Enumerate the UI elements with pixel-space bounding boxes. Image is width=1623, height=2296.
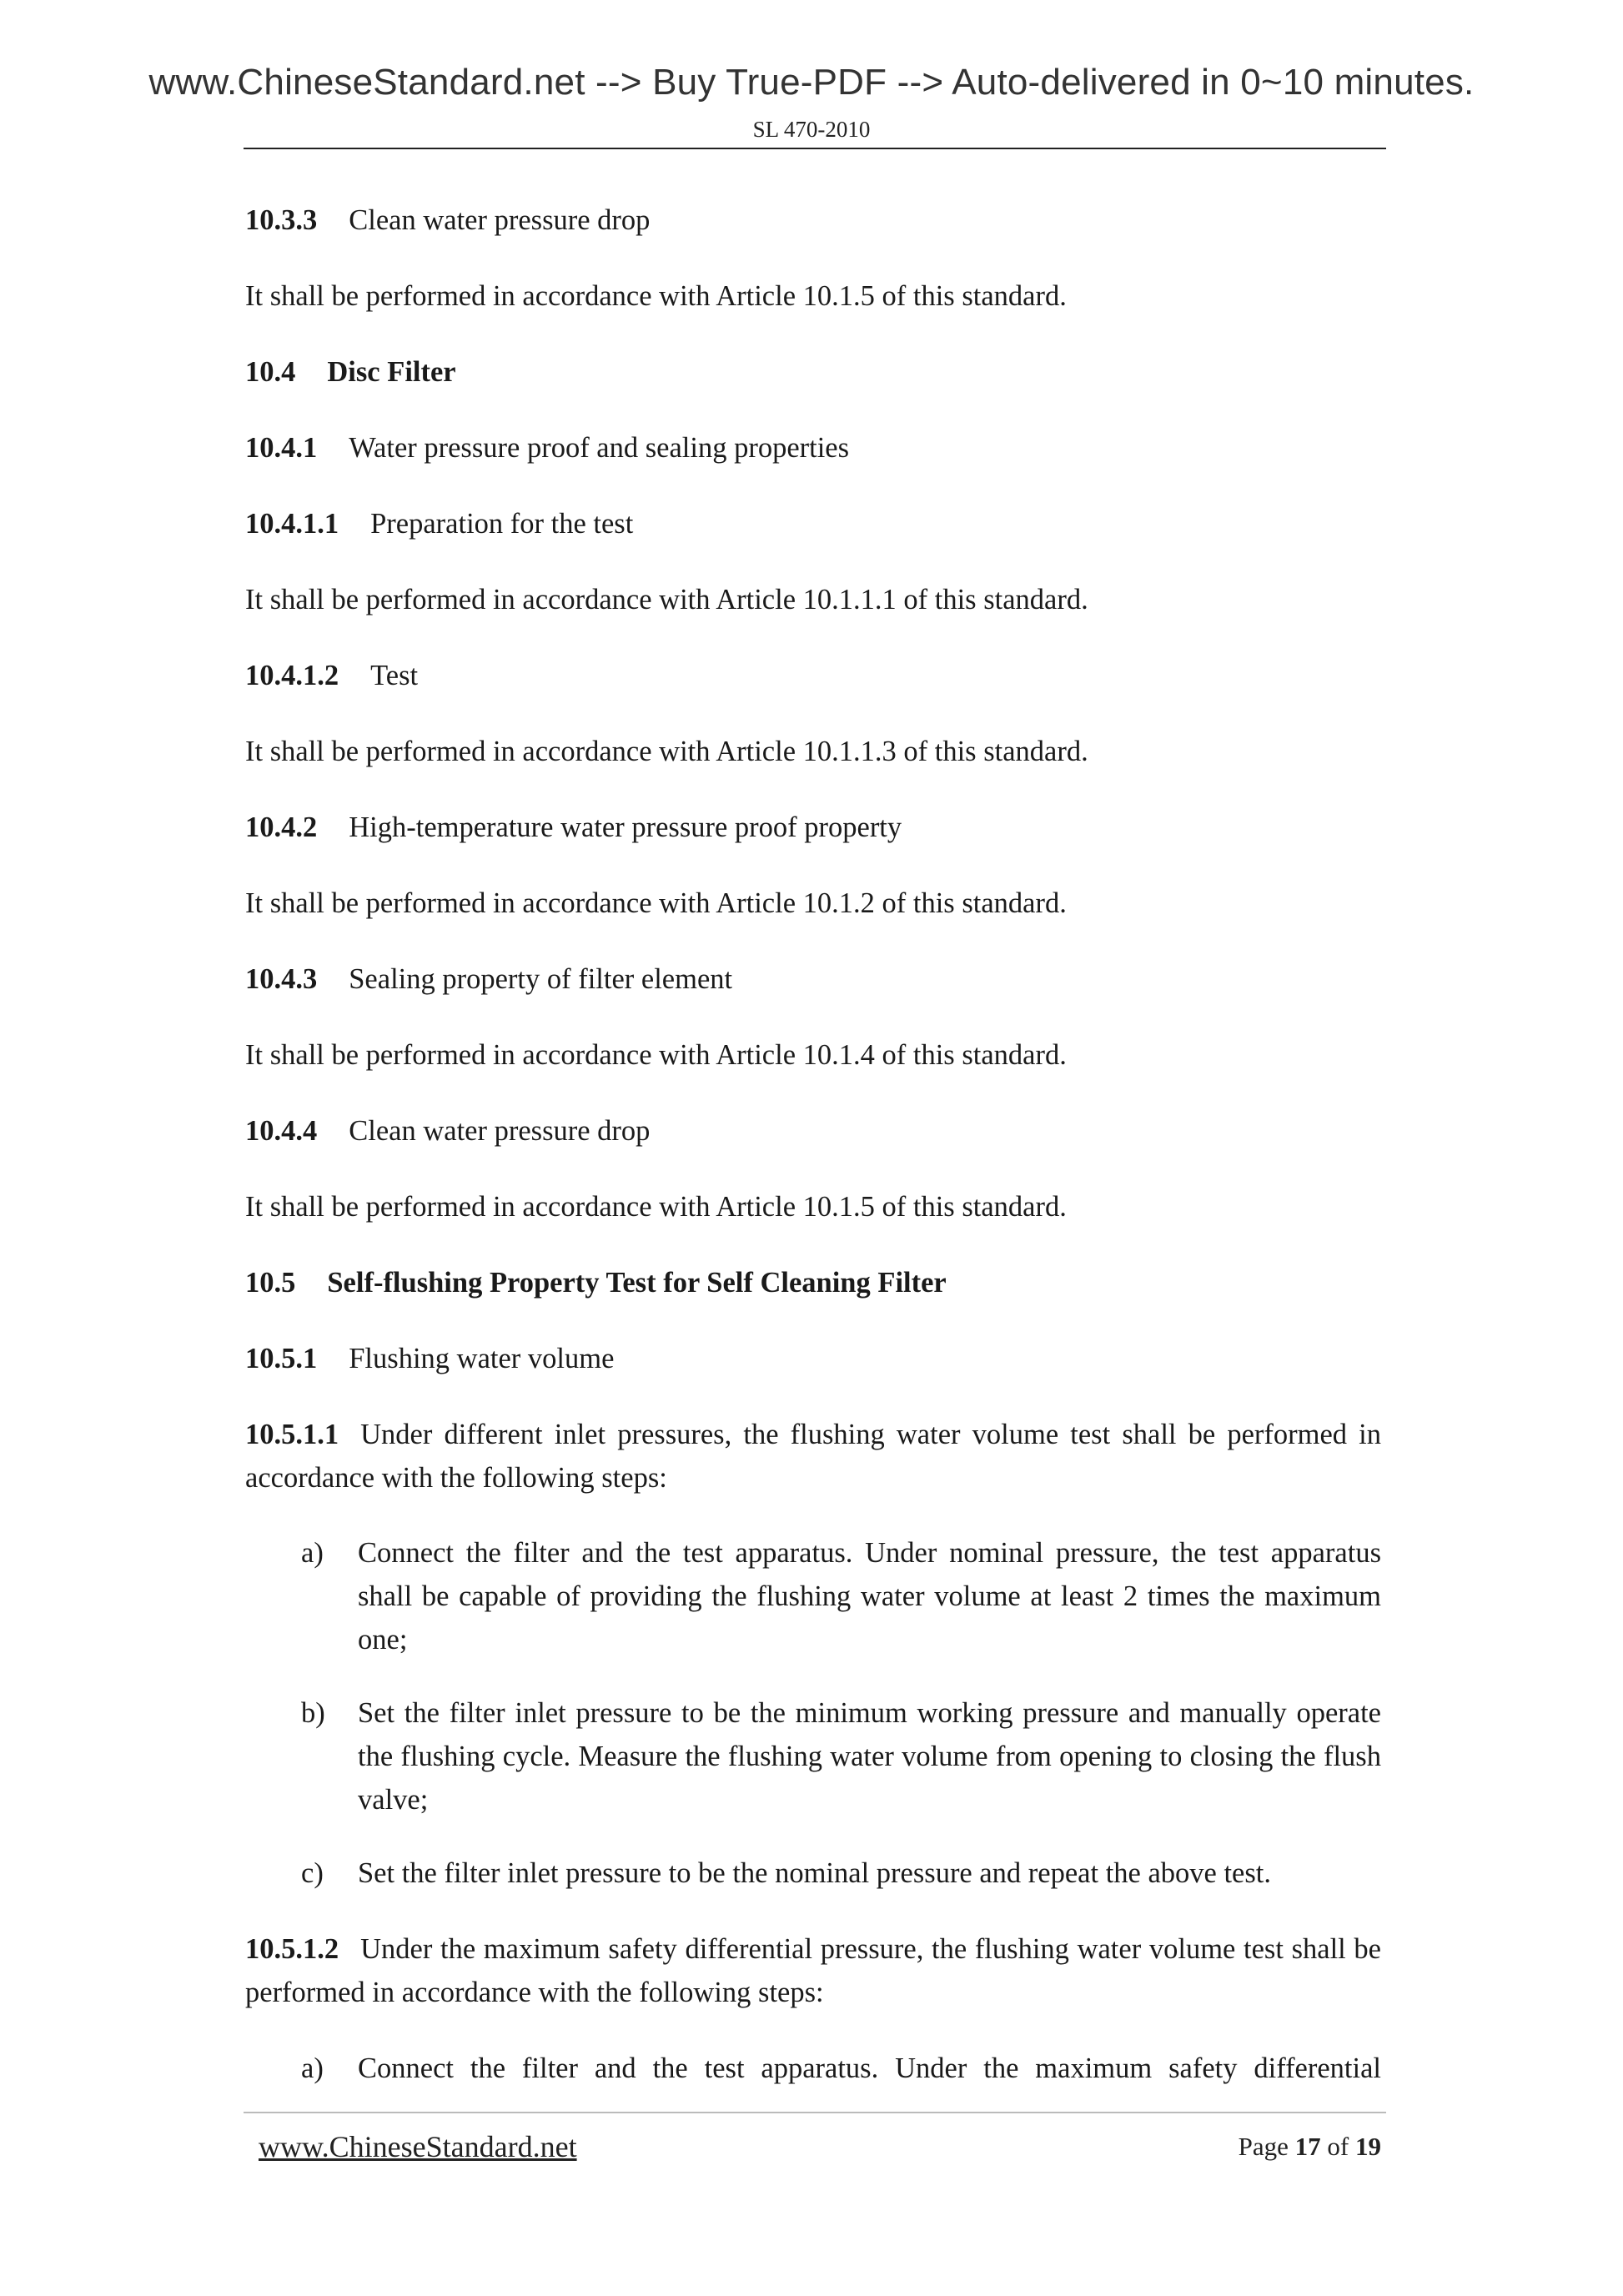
heading-10-4-2: 10.4.2 High-temperature water pressure proof property: [245, 811, 902, 843]
heading-10-5-1: 10.5.1 Flushing water volume: [245, 1343, 615, 1374]
heading-10-4: 10.4 Disc Filter: [245, 356, 456, 388]
list-item: b) Set the filter inlet pressure to be the minimum working pressure and manually operate the flushing cycle. Measure the flushing water volume from opening to closing the flush valve;: [301, 1697, 1381, 1816]
paragraph: It shall be performed in accordance with Article 10.1.4 of this standard.: [245, 1039, 1067, 1071]
paragraph: It shall be performed in accordance with Article 10.1.2 of this standard.: [245, 887, 1067, 919]
footer-website-link[interactable]: www.ChineseStandard.net: [259, 2130, 577, 2163]
heading-10-4-1-1: 10.4.1.1 Preparation for the test: [245, 508, 634, 540]
paragraph: It shall be performed in accordance with Article 10.1.5 of this standard.: [245, 1191, 1067, 1223]
heading-10-4-1-2: 10.4.1.2 Test: [245, 660, 419, 691]
heading-10-3-3: 10.3.3 Clean water pressure drop: [245, 204, 651, 236]
heading-10-4-4: 10.4.4 Clean water pressure drop: [245, 1115, 651, 1147]
footer-rule: [244, 2112, 1386, 2113]
clause-10-5-1-2: 10.5.1.2 Under the maximum safety differential pressure, the flushing water volume test shall be performed in accordance with the following steps:: [245, 1933, 1381, 2008]
list-item: a) Connect the filter and the test apparatus. Under nominal pressure, the test apparatus shall be capable of providing the flushing water volume at least 2 times the maximum one;: [301, 1537, 1381, 1655]
list-item: c) Set the filter inlet pressure to be the nominal pressure and repeat the above test.: [301, 1857, 1272, 1889]
paragraph: It shall be performed in accordance with Article 10.1.5 of this standard.: [245, 280, 1067, 312]
list-item: a) Connect the filter and the test apparatus. Under the maximum safety differential: [301, 2052, 1381, 2084]
heading-10-4-1: 10.4.1 Water pressure proof and sealing properties: [245, 432, 850, 464]
page-indicator: Page 17 of 19: [1238, 2132, 1381, 2161]
top-banner: www.ChineseStandard.net --> Buy True-PDF --> Auto-delivered in 0~10 minutes.: [148, 62, 1475, 103]
paragraph: It shall be performed in accordance with Article 10.1.1.1 of this standard.: [245, 584, 1088, 615]
heading-10-5: 10.5 Self-flushing Property Test for Self Cleaning Filter: [245, 1267, 947, 1299]
paragraph: It shall be performed in accordance with Article 10.1.1.3 of this standard.: [245, 736, 1088, 767]
heading-10-4-3: 10.4.3 Sealing property of filter element: [245, 963, 733, 995]
document-number: SL 470-2010: [752, 117, 871, 142]
header-rule: [244, 148, 1386, 149]
clause-10-5-1-1: 10.5.1.1 Under different inlet pressures, the flushing water volume test shall be performed in accordance with the following steps:: [245, 1419, 1381, 1494]
